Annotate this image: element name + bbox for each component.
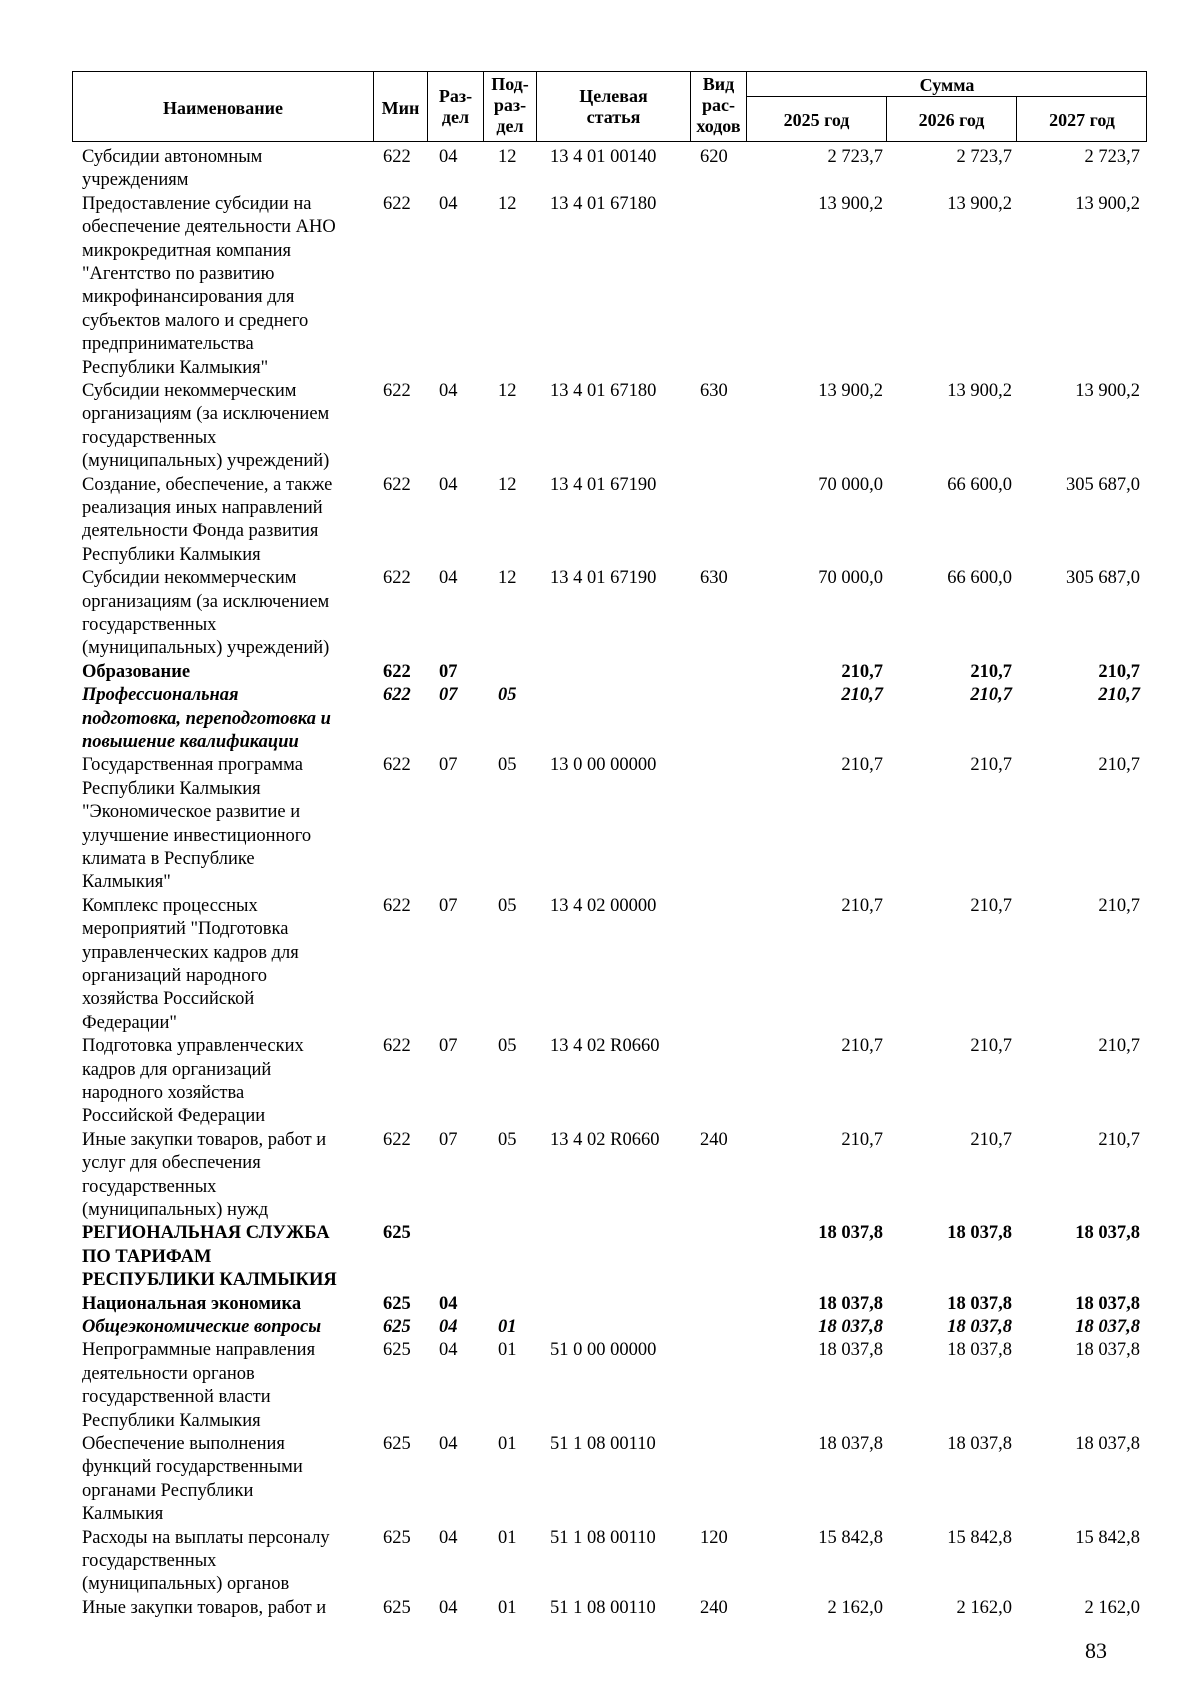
row-2026: 210,7 [970,685,1012,706]
row-2026: 210,7 [970,1129,1012,1150]
row-podrazdel: 01 [498,1434,517,1454]
row-2025: 210,7 [841,661,883,682]
row-2025: 210,7 [841,1129,883,1150]
row-name: Иные закупки товаров, работ и [82,1597,327,1618]
row-razdel: 04 [439,474,458,495]
row-2026: 18 037,8 [947,1293,1012,1314]
row-2027: 2 723,7 [1084,147,1140,167]
row-2026: 18 037,8 [947,1317,1012,1337]
page-number: 83 [1085,1638,1107,1663]
row-2026: 210,7 [970,895,1012,916]
row-name: Расходы на выплаты персоналу государственных (муниципальных) органов [82,1527,330,1595]
row-celevaya: 13 0 00 00000 [550,755,657,776]
row-podrazdel: 05 [498,755,517,776]
row-min: 625 [383,1527,411,1548]
row-2027: 305 687,0 [1066,568,1140,589]
row-celevaya: 51 1 08 00110 [550,1597,656,1618]
row-name: Создание, обеспечение, а также реализация иных направлений деятельности Фонда развития Республики Калмыкия [82,474,333,565]
row-name: Субсидии некоммерческим организациям (за исключением государственных (муниципальных) учреждений) [82,568,330,659]
row-2026: 210,7 [970,1036,1012,1057]
row-2027: 210,7 [1098,895,1140,916]
header-razdel: Раз- дел [438,86,473,127]
row-name: Субсидии некоммерческим организациям (за исключением государственных (муниципальных) учреждений) [82,381,330,472]
row-razdel: 04 [439,1527,458,1548]
row-razdel: 04 [439,147,458,167]
row-2025: 18 037,8 [818,1293,883,1314]
row-2027: 2 162,0 [1084,1597,1140,1618]
row-name: Общеэкономические вопросы [82,1317,322,1337]
row-vid: 630 [700,568,728,589]
row-name: Профессиональная подготовка, переподготовка и повышение квалификации [82,685,331,752]
row-name: Образование [82,661,191,682]
row-name: Субсидии автономным учреждениям [82,147,263,191]
row-2027: 210,7 [1098,1036,1140,1057]
row-2027: 13 900,2 [1075,381,1140,401]
row-name: Комплекс процессных мероприятий "Подготовка управленческих кадров для организаций народного хозяйства Российской Федерации" [82,895,299,1033]
row-name: Иные закупки товаров, работ и услуг для обеспечения государственных (муниципальных) нужд [82,1129,327,1221]
row-razdel: 07 [439,895,458,916]
row-2025: 70 000,0 [818,474,883,495]
header-podrazdel: Под- раз- дел [491,74,529,136]
row-2025: 70 000,0 [818,568,883,589]
row-razdel: 07 [439,1129,458,1150]
row-2025: 18 037,8 [818,1434,883,1454]
row-2027: 210,7 [1098,661,1140,682]
row-name: Государственная программа Республики Калмыкия "Экономическое развитие и улучшение инвестиционного климата в Республике Калмыкия" [82,755,312,893]
row-min: 625 [383,1340,411,1361]
row-podrazdel: 05 [498,685,517,706]
row-min: 622 [383,381,411,401]
row-2027: 210,7 [1098,685,1140,706]
row-podrazdel: 12 [498,474,517,495]
row-celevaya: 13 4 01 67190 [550,474,657,495]
row-celevaya: 13 4 01 00140 [550,147,657,167]
row-razdel: 07 [439,1036,458,1057]
header-divider [746,96,1147,97]
row-celevaya: 13 4 01 67190 [550,568,657,589]
row-min: 622 [383,568,411,589]
row-2027: 18 037,8 [1075,1293,1140,1314]
row-2025: 13 900,2 [818,193,883,214]
row-vid: 630 [700,381,728,401]
header-2026: 2026 год [918,110,985,130]
header-celevaya: Целевая статья [579,86,648,127]
row-podrazdel: 05 [498,1129,517,1150]
row-2025: 210,7 [841,1036,883,1057]
row-vid: 240 [700,1129,728,1150]
header-min: Мин [381,98,420,118]
row-podrazdel: 01 [498,1597,517,1618]
row-min: 622 [383,661,411,682]
row-razdel: 04 [439,1340,458,1361]
row-razdel: 04 [439,381,458,401]
row-min: 625 [383,1597,411,1618]
row-vid: 620 [700,147,728,167]
row-name: Национальная экономика [82,1293,302,1314]
row-min: 622 [383,685,411,706]
row-min: 625 [383,1223,411,1244]
row-2027: 210,7 [1098,1129,1140,1150]
row-min: 622 [383,1129,411,1150]
row-podrazdel: 12 [498,568,517,589]
header-vid: Вид рас- ходов [696,74,741,136]
row-2025: 210,7 [841,755,883,776]
row-celevaya: 13 4 02 R0660 [550,1129,660,1150]
row-2027: 18 037,8 [1075,1434,1140,1454]
row-2027: 13 900,2 [1075,193,1140,214]
row-min: 625 [383,1434,411,1454]
row-podrazdel: 05 [498,1036,517,1057]
row-razdel: 04 [439,1434,458,1454]
row-name: Предоставление субсидии на обеспечение деятельности АНО микрокредитная компания "Агентство по развитию микрофинансирования для субъектов малого и среднего предпринимательства Республики Калмыкия" [82,193,336,378]
row-2025: 15 842,8 [818,1527,883,1548]
row-2026: 210,7 [970,755,1012,776]
row-celevaya: 13 4 02 R0660 [550,1036,660,1057]
row-min: 622 [383,895,411,916]
row-2025: 18 037,8 [818,1340,883,1361]
row-razdel: 07 [439,685,458,706]
row-min: 622 [383,147,411,167]
row-podrazdel: 05 [498,895,517,916]
row-name: Обеспечение выполнения функций государственными органами Республики Калмыкия [82,1434,303,1525]
header-2027: 2027 год [1049,110,1115,130]
row-2025: 210,7 [841,895,883,916]
row-vid: 120 [700,1527,728,1548]
header-name: Наименование [163,98,283,118]
row-2026: 66 600,0 [947,568,1012,589]
row-celevaya: 51 1 08 00110 [550,1527,656,1548]
row-2025: 13 900,2 [818,381,883,401]
row-2026: 18 037,8 [947,1223,1012,1244]
row-celevaya: 51 0 00 00000 [550,1340,657,1361]
row-2026: 15 842,8 [947,1527,1012,1548]
row-razdel: 04 [439,1597,458,1618]
row-min: 625 [383,1293,411,1314]
row-razdel: 04 [439,1293,458,1314]
row-2027: 15 842,8 [1075,1527,1140,1548]
row-celevaya: 13 4 01 67180 [550,381,657,401]
row-2027: 18 037,8 [1075,1340,1140,1361]
row-2027: 18 037,8 [1075,1223,1140,1244]
row-min: 622 [383,193,411,214]
row-2026: 210,7 [970,661,1012,682]
row-podrazdel: 12 [498,381,517,401]
row-min: 625 [383,1317,411,1337]
row-name: РЕГИОНАЛЬНАЯ СЛУЖБА ПО ТАРИФАМ РЕСПУБЛИКИ КАЛМЫКИЯ [82,1223,337,1291]
header-2025: 2025 год [783,110,850,130]
row-2026: 13 900,2 [947,193,1012,214]
row-razdel: 07 [439,661,458,682]
row-2025: 2 723,7 [827,147,883,167]
row-name: Непрограммные направления деятельности органов государственной власти Республики Калмыкия [82,1340,316,1431]
row-2026: 18 037,8 [947,1434,1012,1454]
row-razdel: 04 [439,1317,458,1337]
row-celevaya: 51 1 08 00110 [550,1434,656,1454]
header-summa: Сумма [919,75,975,95]
row-podrazdel: 12 [498,147,517,167]
row-name: Подготовка управленческих кадров для организаций народного хозяйства Российской Федерации [82,1036,304,1127]
row-celevaya: 13 4 02 00000 [550,895,657,916]
row-min: 622 [383,755,411,776]
row-min: 622 [383,474,411,495]
row-2026: 18 037,8 [947,1340,1012,1361]
row-podrazdel: 01 [498,1527,517,1548]
row-2025: 210,7 [841,685,883,706]
row-2026: 2 723,7 [956,147,1012,167]
row-min: 622 [383,1036,411,1057]
row-2025: 2 162,0 [827,1597,883,1618]
row-2025: 18 037,8 [818,1317,883,1337]
row-celevaya: 13 4 01 67180 [550,193,657,214]
row-vid: 240 [700,1597,728,1618]
row-2026: 2 162,0 [956,1597,1012,1618]
row-2027: 18 037,8 [1075,1317,1140,1337]
row-2025: 18 037,8 [818,1223,883,1244]
row-2026: 66 600,0 [947,474,1012,495]
row-podrazdel: 01 [498,1340,517,1361]
row-podrazdel: 12 [498,193,517,214]
row-2027: 305 687,0 [1066,474,1140,495]
row-podrazdel: 01 [498,1317,517,1337]
row-2027: 210,7 [1098,755,1140,776]
row-razdel: 04 [439,193,458,214]
row-razdel: 04 [439,568,458,589]
row-2026: 13 900,2 [947,381,1012,401]
row-razdel: 07 [439,755,458,776]
